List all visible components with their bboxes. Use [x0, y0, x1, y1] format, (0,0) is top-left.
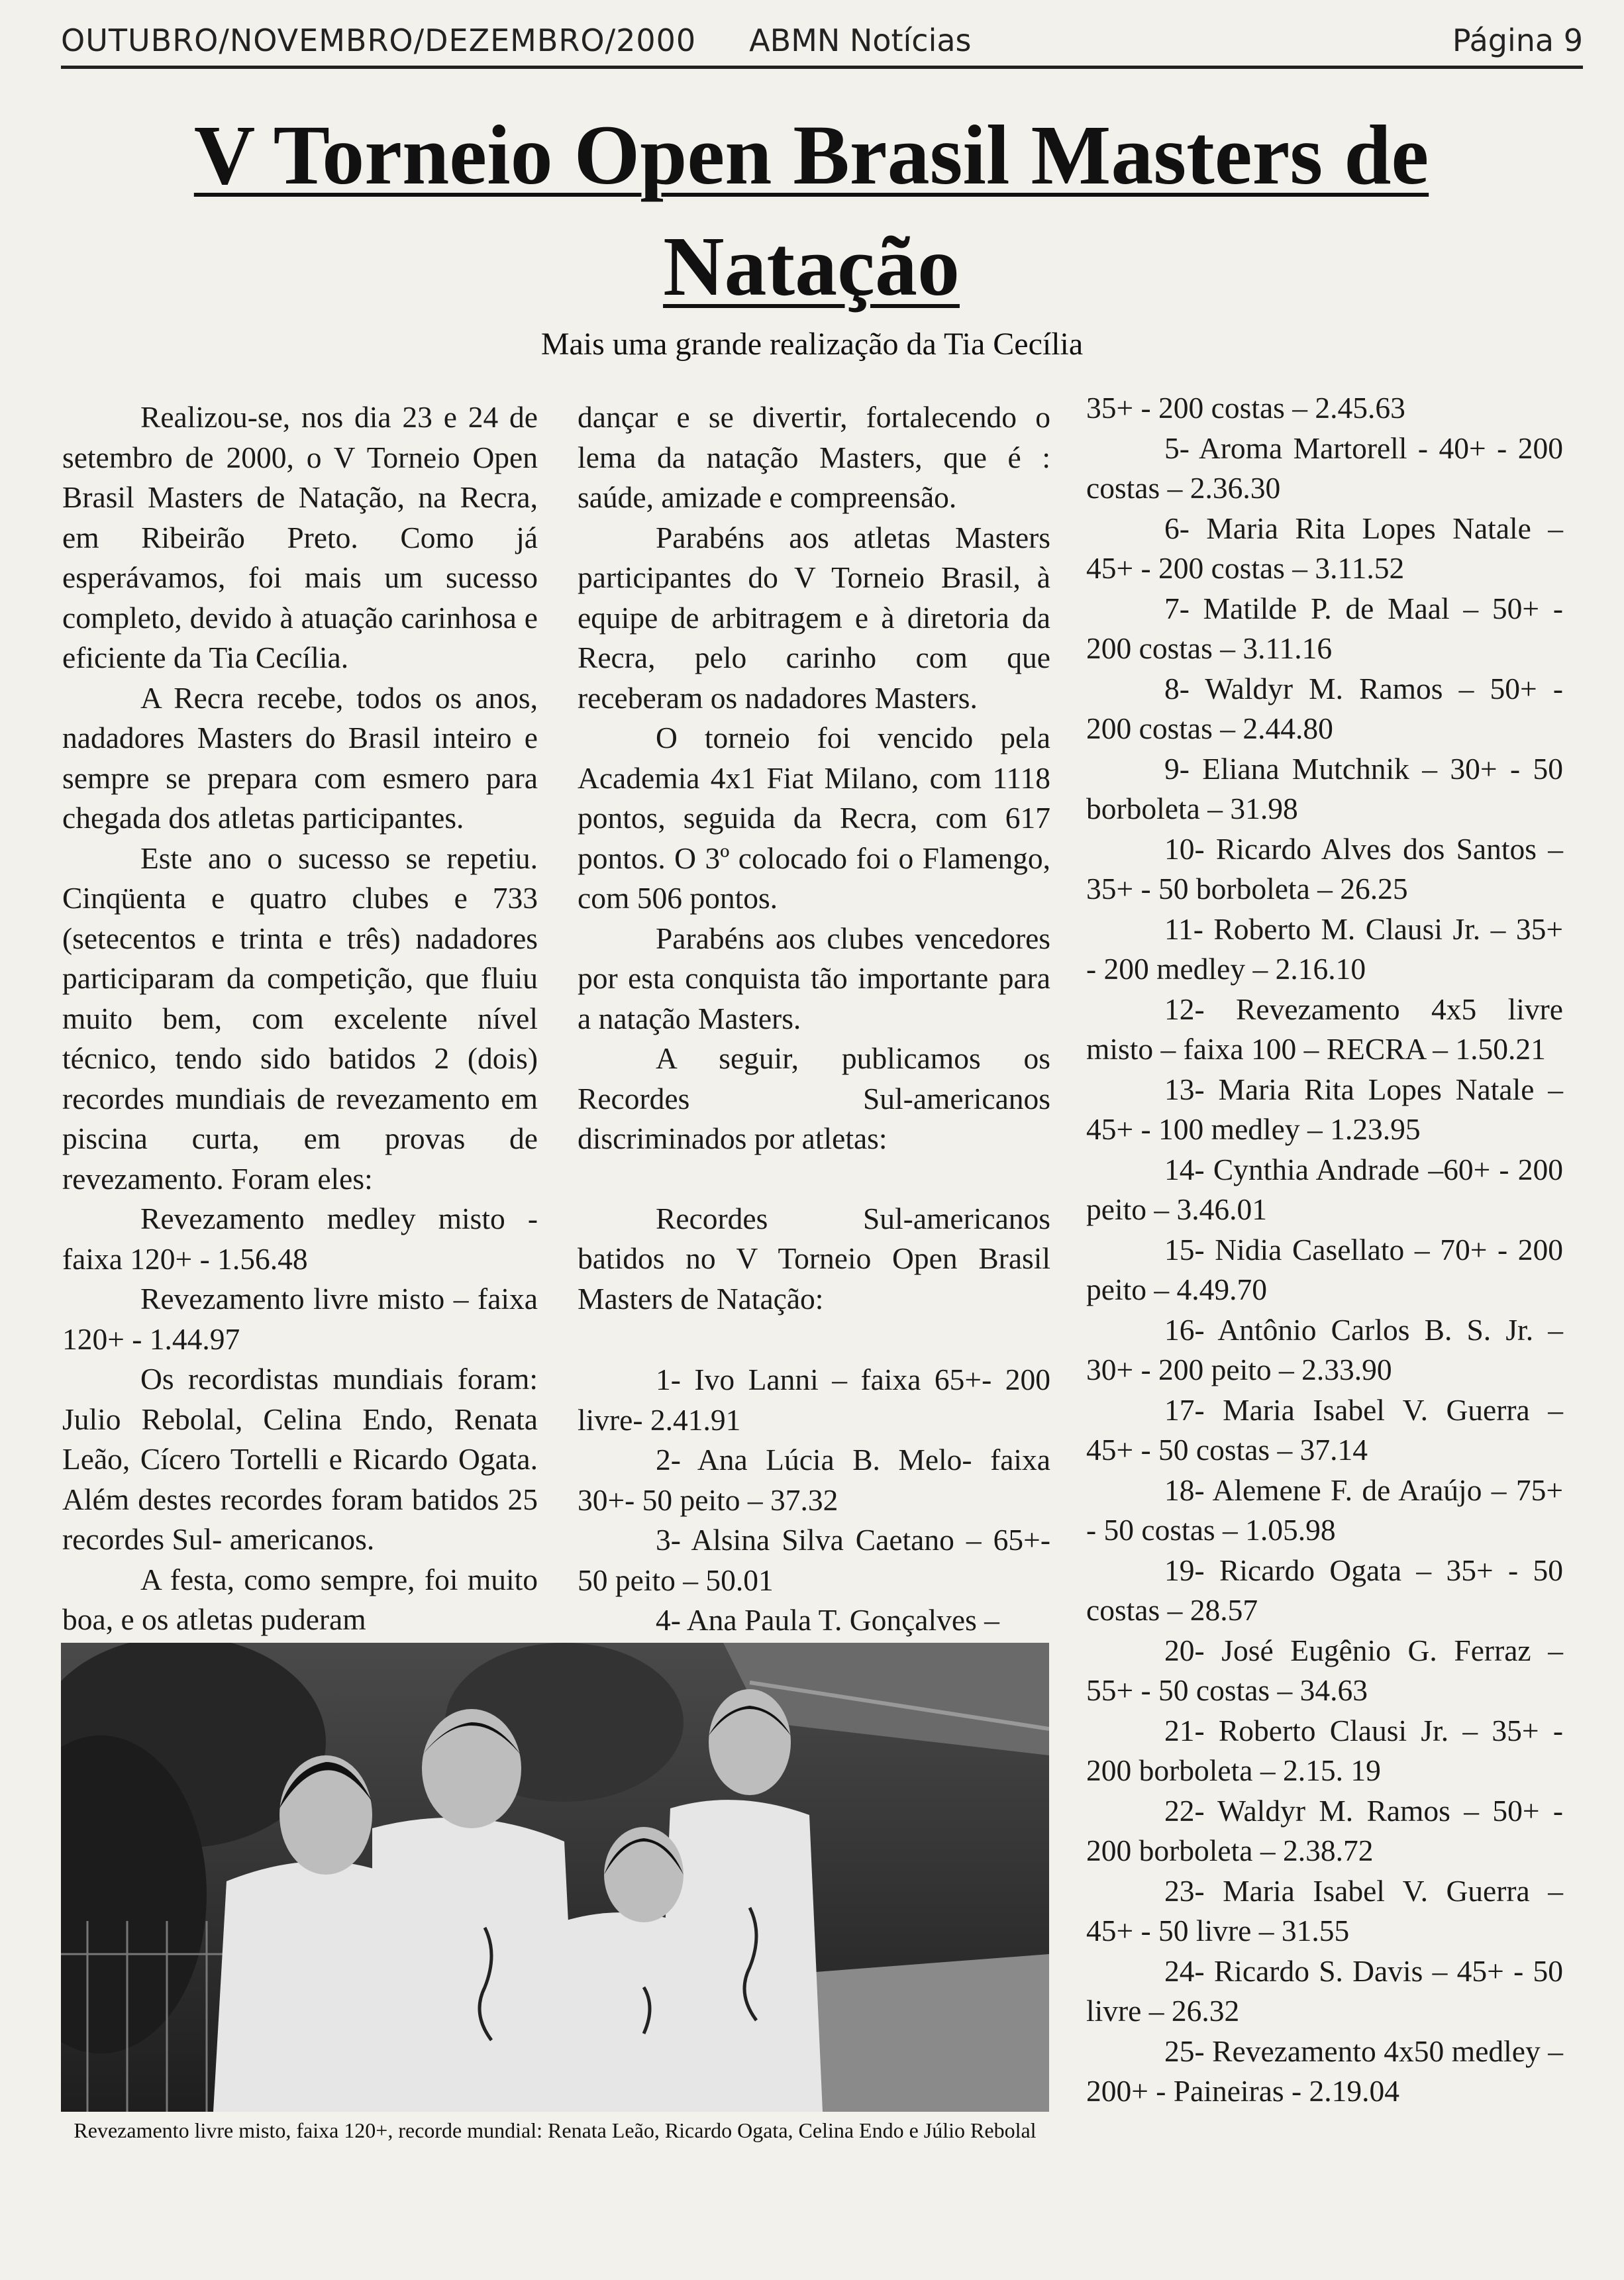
article-title	[99, 99, 1523, 322]
photo-caption: Revezamento livre misto, faixa 120+, recorde mundial: Renata Leão, Ricardo Ogata, Celina Endo e Júlio Rebolal	[74, 2118, 1037, 2142]
record-item: 20- José Eugênio G. Ferraz – 55+ - 50 costas – 34.63	[1086, 1633, 1563, 1707]
records-heading: Recordes Sul-americanos batidos no V Torneio Open Brasil Masters de Natação:	[578, 1201, 1050, 1316]
paragraph: Os recordistas mundiais foram: Julio Rebolal, Celina Endo, Renata Leão, Cícero Tortelli e Ricardo Ogata. Além destes recordes foram batidos 25 recordes Sul- americanos.	[62, 1362, 538, 1556]
record-item: 10- Ricardo Alves dos Santos – 35+ - 50 borboleta – 26.25	[1086, 831, 1563, 906]
spacer	[578, 1319, 1050, 1360]
record-item: 15- Nidia Casellato – 70+ - 200 peito – 4.49.70	[1086, 1232, 1563, 1306]
record-item: 23- Maria Isabel V. Guerra – 45+ - 50 livre – 31.55	[1086, 1873, 1563, 1947]
paragraph: A Recra recebe, todos os anos, nadadores Masters do Brasil inteiro e sempre se prepara com esmero para chegada dos atletas participantes.	[62, 680, 538, 835]
record-item: 14- Cynthia Andrade –60+ - 200 peito – 3.46.01	[1086, 1152, 1563, 1226]
paragraph: Parabéns aos atletas Masters participantes do V Torneio Brasil, à equipe de arbitragem e à diretoria da Recra, pelo carinho com que receberam os nadadores Masters.	[578, 520, 1050, 715]
record-item: 17- Maria Isabel V. Guerra – 45+ - 50 costas – 37.14	[1086, 1392, 1563, 1467]
record-item: 4- Ana Paula T. Gonçalves –	[656, 1603, 999, 1637]
paragraph: Realizou-se, nos dia 23 e 24 de setembro de 2000, o V Torneio Open Brasil Masters de Natação, na Recra, em Ribeirão Preto. Como já esperávamos, foi mais um sucesso completo, devido à atuação carinhosa e eficiente da Tia Cecília.	[62, 400, 538, 674]
paragraph: O torneio foi vencido pela Academia 4x1 Fiat Milano, com 1118 pontos, seguida da Recra, com 617 pontos. O 3º colocado foi o Flamengo, com 506 pontos.	[578, 721, 1050, 915]
publication-name: ABMN Notícias	[749, 22, 972, 58]
record-item: 18- Alemene F. de Araújo – 75+ - 50 costas – 1.05.98	[1086, 1473, 1563, 1547]
column-2	[578, 397, 1050, 1641]
team-photo	[61, 1643, 1049, 2112]
page-number: Página 9	[1452, 22, 1583, 58]
team-photo-image	[61, 1643, 1049, 2112]
record-item: 25- Revezamento 4x50 medley – 200+ - Paineiras - 2.19.04	[1086, 2034, 1563, 2108]
paragraph: dançar e se divertir, fortalecendo o lema da natação Masters, que é : saúde, amizade e compreensão.	[578, 400, 1050, 514]
record-item: 7- Matilde P. de Maal – 50+ - 200 costas – 3.11.16	[1086, 591, 1563, 665]
column-3	[1086, 388, 1563, 2112]
world-record-item: Revezamento livre misto – faixa 120+ - 1.44.97	[62, 1282, 538, 1356]
column-1	[62, 397, 538, 1640]
record-item: 12- Revezamento 4x5 livre misto – faixa 100 – RECRA – 1.50.21	[1086, 992, 1563, 1066]
issue-date: OUTUBRO/NOVEMBRO/DEZEMBRO/2000	[61, 22, 697, 58]
record-item: 21- Roberto Clausi Jr. – 35+ - 200 borboleta – 2.15. 19	[1086, 1713, 1563, 1787]
record-item: 22- Waldyr M. Ramos – 50+ - 200 borboleta – 2.38.72	[1086, 1793, 1563, 1867]
article-subtitle: Mais uma grande realização da Tia Cecília	[540, 327, 1084, 362]
running-header	[61, 15, 1583, 69]
spacer	[578, 1159, 1050, 1199]
record-item: 1- Ivo Lanni – faixa 65+- 200 livre- 2.41.91	[578, 1363, 1050, 1437]
record-item: 5- Aroma Martorell - 40+ - 200 costas – 2.36.30	[1086, 431, 1563, 505]
article-title-line-2: Natação	[663, 219, 960, 313]
record-item: 13- Maria Rita Lopes Natale – 45+ - 100 medley – 1.23.95	[1086, 1072, 1563, 1146]
record-item: 6- Maria Rita Lopes Natale – 45+ - 200 costas – 3.11.52	[1086, 511, 1563, 585]
record-item: 19- Ricardo Ogata – 35+ - 50 costas – 28.57	[1086, 1553, 1563, 1627]
record-item: 3- Alsina Silva Caetano – 65+- 50 peito – 50.01	[578, 1523, 1050, 1597]
record-item: 2- Ana Lúcia B. Melo- faixa 30+- 50 peito – 37.32	[578, 1443, 1050, 1517]
paragraph: Este ano o sucesso se repetiu. Cinqüenta e quatro clubes e 733 (setecentos e trinta e três) nadadores participaram da competição, que fluiu muito bem, com excelente nível técnico, tendo sido batidos 2 (dois) recordes mundiais de revezamento em piscina curta, em provas de revezamento. Foram eles:	[62, 841, 538, 1196]
record-item: 9- Eliana Mutchnik – 30+ - 50 borboleta – 31.98	[1086, 751, 1563, 825]
article-title-line-1: V Torneio Open Brasil Masters de	[193, 108, 1429, 202]
record-item-continuation: 35+ - 200 costas – 2.45.63	[1086, 391, 1405, 425]
record-item: 16- Antônio Carlos B. S. Jr. – 30+ - 200 peito – 2.33.90	[1086, 1312, 1563, 1386]
record-item: 24- Ricardo S. Davis – 45+ - 50 livre – 26.32	[1086, 1953, 1563, 2028]
paragraph: A festa, como sempre, foi muito boa, e os atletas puderam	[62, 1562, 538, 1636]
paragraph: Parabéns aos clubes vencedores por esta conquista tão importante para a natação Masters.	[578, 921, 1050, 1035]
record-item: 8- Waldyr M. Ramos – 50+ - 200 costas – 2.44.80	[1086, 671, 1563, 745]
record-item: 11- Roberto M. Clausi Jr. – 35+ - 200 medley – 2.16.10	[1086, 911, 1563, 986]
paragraph: A seguir, publicamos os Recordes Sul-americanos discriminados por atletas:	[578, 1041, 1050, 1155]
world-record-item: Revezamento medley misto - faixa 120+ - 1.56.48	[62, 1202, 538, 1276]
